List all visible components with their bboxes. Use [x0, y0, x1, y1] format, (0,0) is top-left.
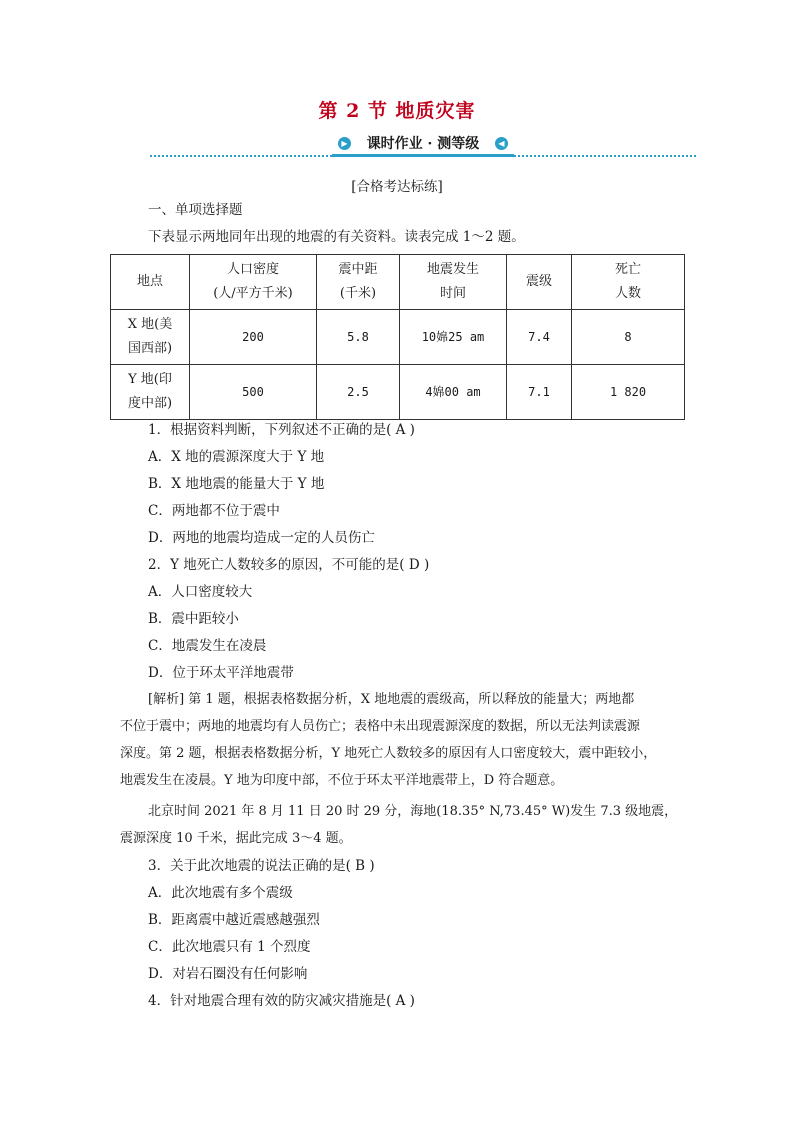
question-1-option-d: D．两地的地震均造成一定的人员伤亡	[148, 530, 375, 546]
right-arrow-icon: ▶	[338, 137, 351, 150]
earthquake-table	[110, 254, 685, 420]
question-3-option-b: B．距离震中越近震感越强烈	[148, 912, 320, 928]
intro-text-2-line-2: 震源深度 10 千米，据此完成 3～4 题。	[120, 831, 352, 846]
header-cell: 震中距 (千米)	[317, 255, 400, 310]
section-heading: [合格考达标练]	[351, 179, 443, 195]
question-2-stem: 2．Y 地死亡人数较多的原因，不可能的是( D )	[148, 557, 430, 573]
question-1-option-c: C．两地都不位于震中	[148, 503, 280, 519]
table-row	[111, 310, 685, 365]
banner-label: 课时作业 · 测等级	[366, 136, 480, 152]
question-2-option-b: B．震中距较小	[148, 611, 239, 627]
table-cell-magnitude: 7.4	[507, 310, 572, 365]
intro-text-2-line-1: 北京时间 2021 年 8 月 11 日 20 时 29 分，海地(18.35° N,73.45° W)发生 7.3 级地震，	[148, 804, 678, 819]
table-cell-deaths: 1 820	[572, 365, 685, 420]
table-row	[111, 365, 685, 420]
question-3-option-d: D．对岩石圈没有任何影响	[148, 966, 308, 982]
table-cell-deaths: 8	[572, 310, 685, 365]
header-cell: 人口密度 (人/平方千米)	[190, 255, 317, 310]
banner-tab	[332, 134, 514, 157]
table-cell-time: 10婂25 am	[400, 310, 507, 365]
homework-banner	[150, 134, 696, 160]
question-3-option-c: C．此次地震只有 1 个烈度	[148, 939, 311, 955]
table-header-row	[111, 255, 685, 310]
header-cell: 震级	[507, 255, 572, 310]
header-cell: 死亡 人数	[572, 255, 685, 310]
intro-text-1: 下表显示两地同年出现的地震的有关资料。读表完成 1～2 题。	[148, 229, 525, 245]
question-4-stem: 4．针对地震合理有效的防灾减灾措施是( A )	[148, 993, 415, 1009]
analysis-line-2: 不位于震中；两地的地震均有人员伤亡；表格中未出现震源深度的数据，所以无法判读震源	[120, 719, 641, 734]
page-title: 第 2 节 地质灾害	[318, 100, 476, 122]
question-2-option-a: A．人口密度较大	[148, 584, 253, 600]
question-1-option-b: B．X 地地震的能量大于 Y 地	[148, 476, 325, 492]
header-cell: 地点	[111, 255, 190, 310]
table-cell-density: 200	[190, 310, 317, 365]
table-cell-distance: 2.5	[317, 365, 400, 420]
table-cell-time: 4婂00 am	[400, 365, 507, 420]
table-cell-place: Y 地(印 度中部)	[111, 365, 190, 420]
left-arrow-icon: ◀	[495, 137, 508, 150]
table-cell-magnitude: 7.1	[507, 365, 572, 420]
question-2-option-c: C．地震发生在凌晨	[148, 638, 267, 654]
header-cell: 地震发生 时间	[400, 255, 507, 310]
part-heading: 一、单项选择题	[148, 202, 243, 218]
question-1-stem: 1．根据资料判断，下列叙述不正确的是( A )	[148, 422, 415, 438]
question-3-option-a: A．此次地震有多个震级	[148, 885, 293, 901]
table-cell-density: 500	[190, 365, 317, 420]
analysis-line-3: 深度。第 2 题，根据表格数据分析，Y 地死亡人数较多的原因有人口密度较大，震中距较小，	[120, 746, 657, 761]
table-cell-distance: 5.8	[317, 310, 400, 365]
question-3-stem: 3．关于此次地震的说法正确的是( B )	[148, 858, 375, 874]
table-cell-place: X 地(美 国西部)	[111, 310, 190, 365]
analysis-line-4: 地震发生在凌晨。Y 地为印度中部，不位于环太平洋地震带上，D 符合题意。	[120, 773, 564, 788]
analysis-line-1: [解析] 第 1 题，根据表格数据分析，X 地地震的震级高，所以释放的能量大；两地都	[148, 692, 635, 707]
question-1-option-a: A．X 地的震源深度大于 Y 地	[148, 449, 325, 465]
question-2-option-d: D．位于环太平洋地震带	[148, 665, 294, 681]
